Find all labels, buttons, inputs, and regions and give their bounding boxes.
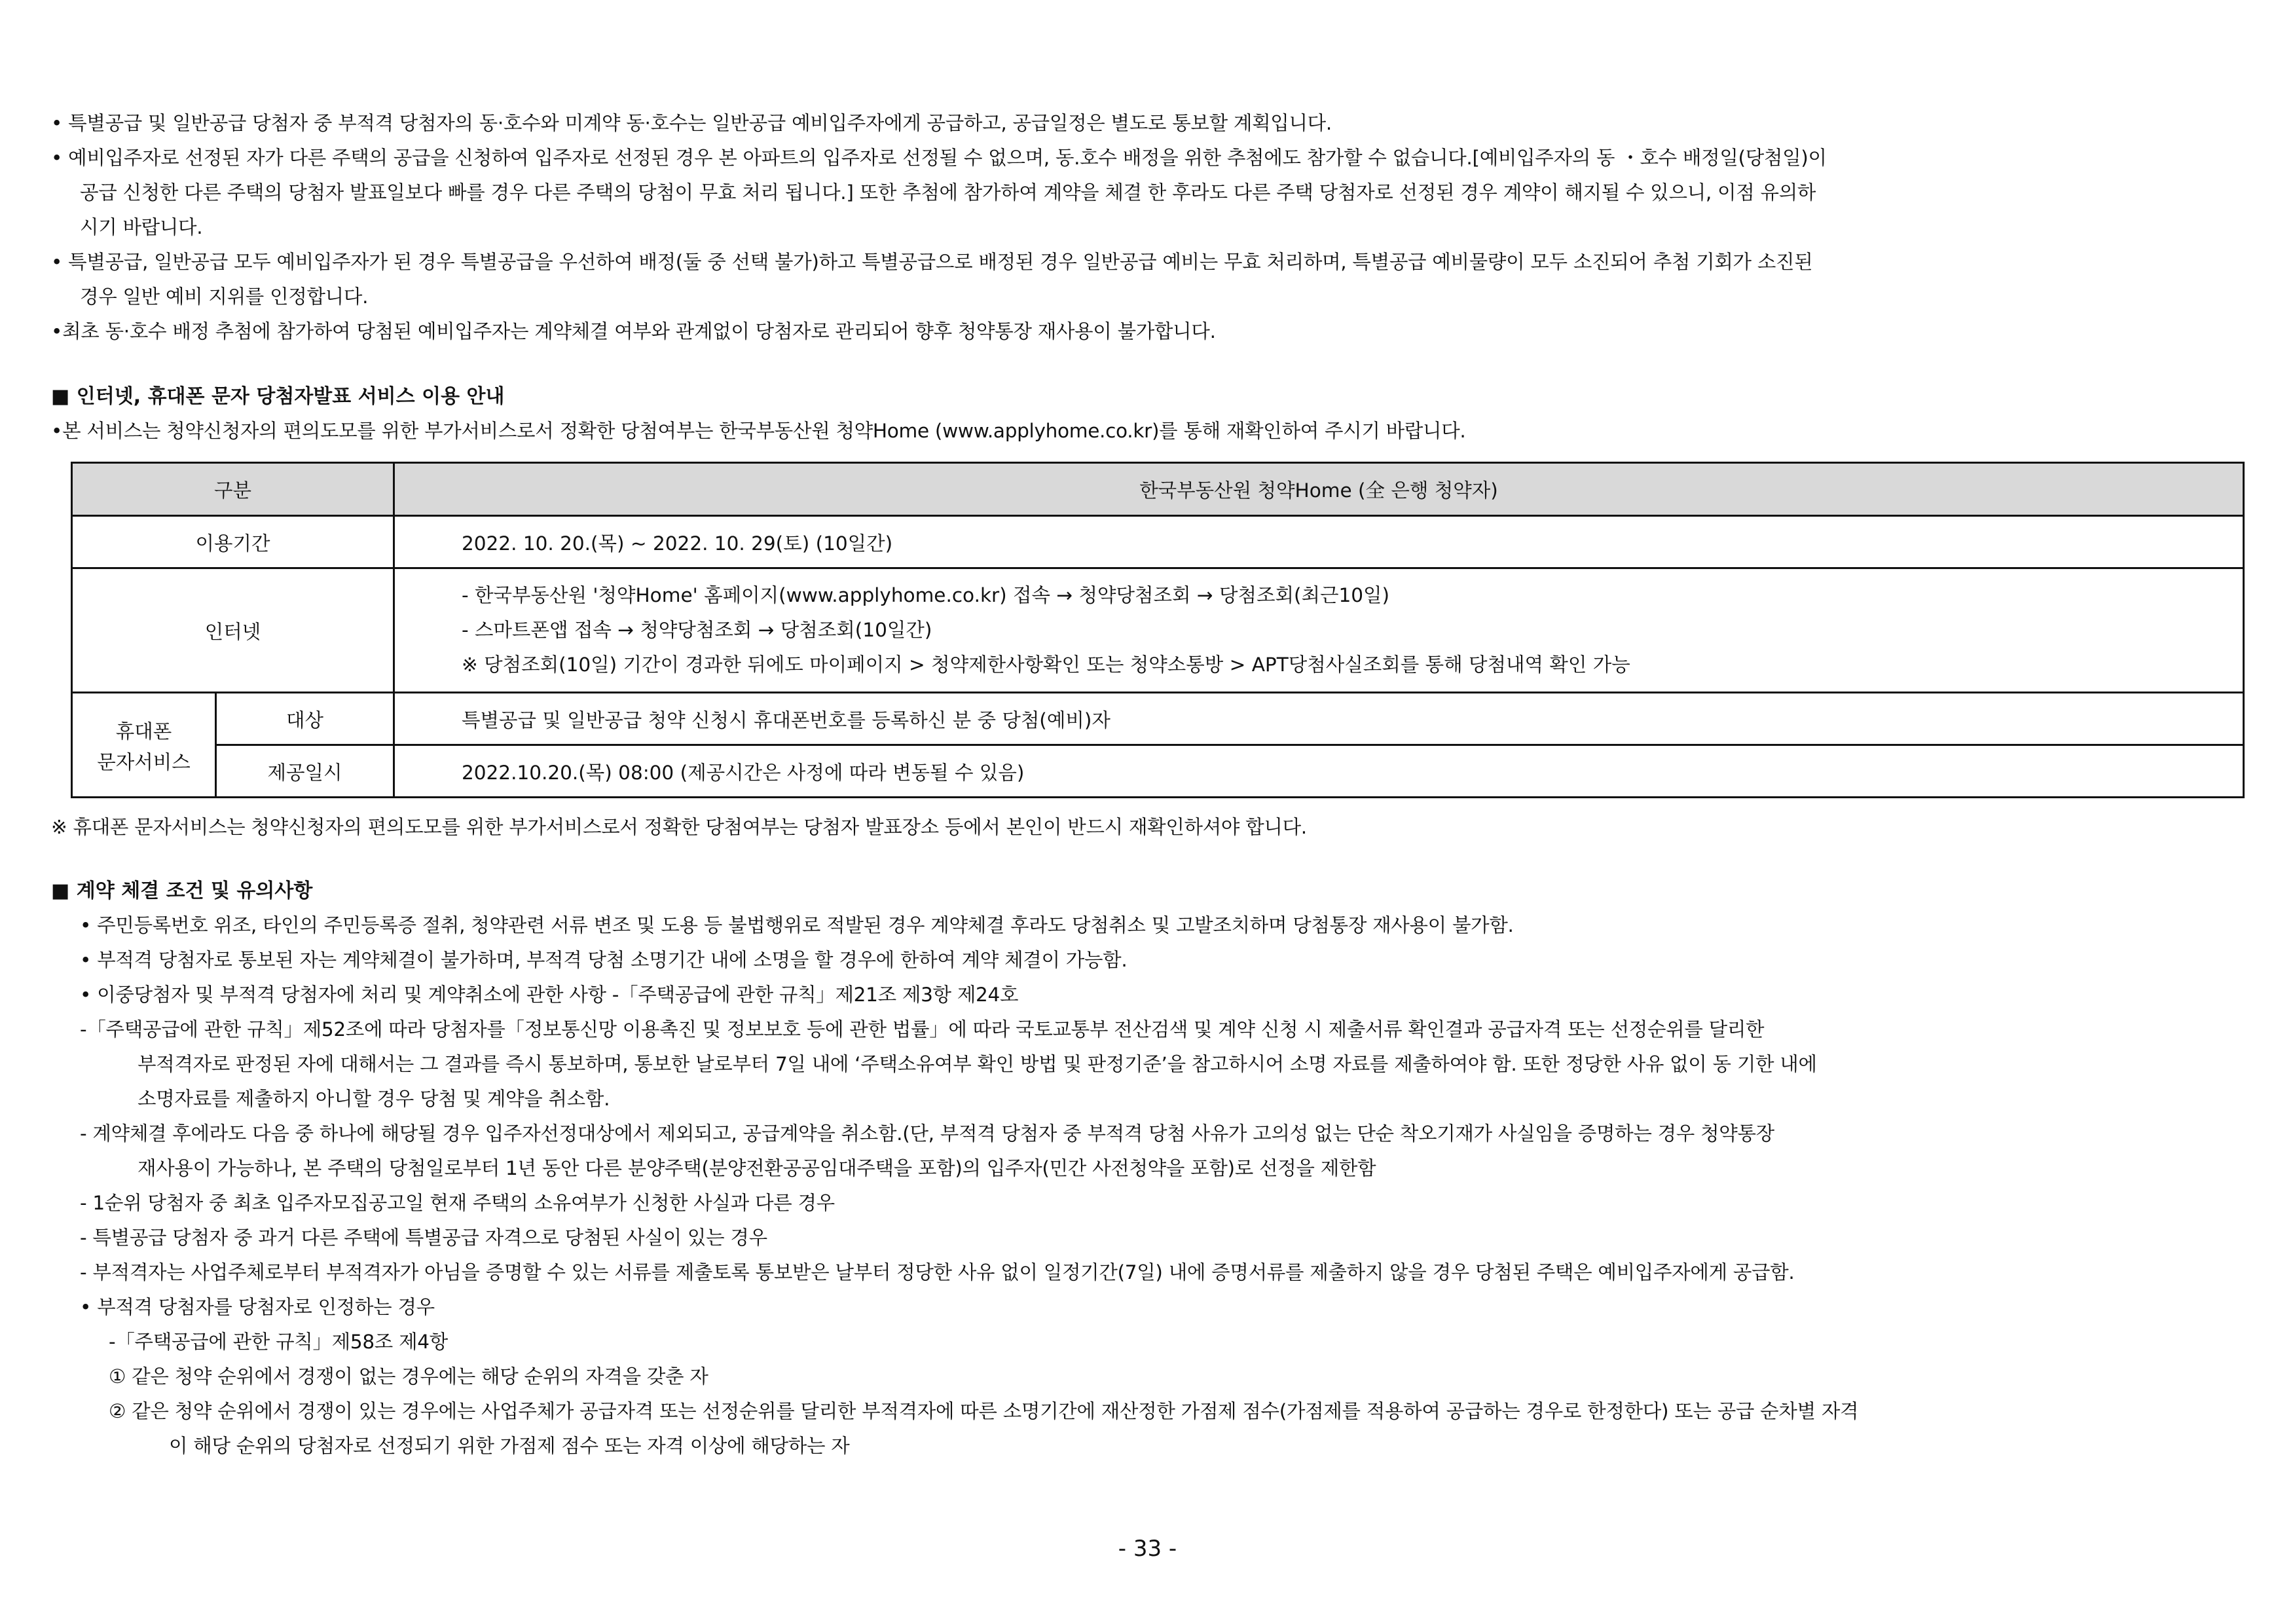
bullet-text: • 특별공급, 일반공급 모두 예비입주자가 된 경우 특별공급을 우선하여 배정(둘 중 선택 불가)하고 특별공급으로 배정된 경우 일반공급 예비는 무효 처리하며, 특별공급 예비물량이 모두 소진되어 추첨 기회가 소진된 bbox=[51, 251, 1813, 273]
date-value: 2022.10.20.(목) 08:00 (제공시간은 사정에 따라 변동될 수 있음) bbox=[394, 745, 2244, 798]
bullet-text: 공급 신청한 다른 주택의 당첨자 발표일보다 빠를 경우 다른 주택의 당첨이 무효 처리 됩니다.] 또한 추첨에 참가하여 계약을 체결 한 후라도 다른 주택 당첨자로 선정된 경우 계약이 해지될 수 있으니, 이점 유의하 bbox=[80, 181, 1816, 204]
condition-line: -「주택공급에 관한 규칙」제58조 제4항 bbox=[109, 1331, 448, 1353]
bullet-text: • 예비입주자로 선정된 자가 다른 주택의 공급을 신청하여 입주자로 선정된 경우 본 아파트의 입주자로 선정될 수 없으며, 동.호수 배정을 위한 추첨에도 참가할 수 없습니다.[예비입주자의 동 ・호수 배정일(당첨일)이 bbox=[51, 147, 1827, 169]
internet-line: - 한국부동산원 '청약Home' 홈페이지(www.applyhome.co.kr) 접속 → 청약당첨조회 → 당첨조회(최근10일) bbox=[462, 584, 1390, 606]
period-label: 이용기간 bbox=[72, 516, 394, 568]
bullet-text: 시기 바랍니다. bbox=[80, 216, 203, 238]
bullet-text: 경우 일반 예비 지위를 인정합니다. bbox=[80, 286, 369, 308]
page-number: - 33 - bbox=[1118, 1536, 1177, 1562]
condition-line: • 부적격 당첨자로 통보된 자는 계약체결이 불가하며, 부적격 당첨 소명기간 내에 소명을 할 경우에 한하여 계약 체결이 가능함. bbox=[80, 949, 1128, 971]
internet-line: - 스마트폰앱 접속 → 청약당첨조회 → 당첨조회(10일간) bbox=[462, 619, 932, 641]
bullet-text: •최초 동·호수 배정 추첨에 참가하여 당첨된 예비입주자는 계약체결 여부와 관계없이 당첨자로 관리되어 향후 청약통장 재사용이 불가합니다. bbox=[51, 320, 1216, 342]
document-page bbox=[51, 106, 2251, 1464]
date-label: 제공일시 bbox=[216, 745, 394, 798]
sms-label-line: 휴대폰 bbox=[115, 720, 172, 743]
bullet-text: • 특별공급 및 일반공급 당첨자 중 부적격 당첨자의 동·호수와 미계약 동·호수는 일반공급 예비입주자에게 공급하고, 공급일정은 별도로 통보할 계획입니다. bbox=[51, 112, 1332, 134]
table-header-category: 구분 bbox=[72, 463, 394, 516]
condition-line: 이 해당 순위의 당첨자로 선정되기 위한 가점제 점수 또는 자격 이상에 해당하는 자 bbox=[169, 1435, 850, 1457]
condition-line: - 특별공급 당첨자 중 과거 다른 주택에 특별공급 자격으로 당첨된 사실이 있는 경우 bbox=[80, 1227, 767, 1249]
service-table bbox=[71, 462, 2245, 798]
condition-line: - 계약체결 후에라도 다음 중 하나에 해당될 경우 입주자선정대상에서 제외되고, 공급계약을 취소함.(단, 부적격 당첨자 중 부적격 당첨 사유가 고의성 없는 단순 착오기재가 사실임을 증명하는 경우 청약통장 bbox=[80, 1122, 1774, 1145]
table-header-applyhome: 한국부동산원 청약Home (全 은행 청약자) bbox=[394, 463, 2244, 516]
sms-note: ※ 휴대폰 문자서비스는 청약신청자의 편의도모를 위한 부가서비스로서 정확한 당첨여부는 당첨자 발표장소 등에서 본인이 반드시 재확인하셔야 합니다. bbox=[51, 816, 1307, 838]
section-intro: •본 서비스는 청약신청자의 편의도모를 위한 부가서비스로서 정확한 당첨여부는 한국부동산원 청약Home (www.applyhome.co.kr)를 통해 재확인하여 주시기 바랍니다. bbox=[51, 420, 1466, 442]
condition-line: - 1순위 당첨자 중 최초 입주자모집공고일 현재 주택의 소유여부가 신청한 사실과 다른 경우 bbox=[80, 1192, 835, 1214]
internet-label: 인터넷 bbox=[72, 568, 394, 693]
internet-value bbox=[394, 568, 2244, 693]
target-label: 대상 bbox=[216, 693, 394, 745]
section-heading: ■ 계약 체결 조건 및 유의사항 bbox=[51, 879, 313, 902]
period-value: 2022. 10. 20.(목) ~ 2022. 10. 29(토) (10일간) bbox=[394, 516, 2244, 568]
condition-line: • 주민등록번호 위조, 타인의 주민등록증 절취, 청약관련 서류 변조 및 도용 등 불법행위로 적발된 경우 계약체결 후라도 당첨취소 및 고발조치하며 당첨통장 재사용이 불가함. bbox=[80, 914, 1514, 936]
sms-label-line: 문자서비스 bbox=[97, 751, 191, 773]
condition-line: -「주택공급에 관한 규칙」제52조에 따라 당첨자를「정보통신망 이용촉진 및 정보보호 등에 관한 법률」에 따라 국토교통부 전산검색 및 계약 신청 시 제출서류 확인결과 공급자격 또는 선정순위를 달리한 bbox=[80, 1018, 1765, 1041]
condition-line: • 이중당첨자 및 부적격 당첨자에 처리 및 계약취소에 관한 사항 -「주택공급에 관한 규칙」제21조 제3항 제24호 bbox=[80, 984, 1019, 1006]
condition-line: • 부적격 당첨자를 당첨자로 인정하는 경우 bbox=[80, 1296, 435, 1318]
section-heading: ■ 인터넷, 휴대폰 문자 당첨자발표 서비스 이용 안내 bbox=[51, 385, 505, 408]
condition-line: 재사용이 가능하나, 본 주택의 당첨일로부터 1년 동안 다른 분양주택(분양전환공공임대주택을 포함)의 입주자(민간 사전청약을 포함)로 선정을 제한함 bbox=[138, 1157, 1376, 1179]
condition-line: 부적격자로 판정된 자에 대해서는 그 결과를 즉시 통보하며, 통보한 날로부터 7일 내에 ‘주택소유여부 확인 방법 및 판정기준’을 참고하시어 소명 자료를 제출하여야 함. 또한 정당한 사유 없이 동 기한 내에 bbox=[138, 1053, 1817, 1075]
condition-line: ② 같은 청약 순위에서 경쟁이 있는 경우에는 사업주체가 공급자격 또는 선정순위를 달리한 부적격자에 따른 소명기간에 재산정한 가점제 점수(가점제를 적용하여 공급하는 경우로 한정한다) 또는 공급 순차별 자격 bbox=[109, 1400, 1859, 1422]
condition-line: - 부적격자는 사업주체로부터 부적격자가 아님을 증명할 수 있는 서류를 제출토록 통보받은 날부터 정당한 사유 없이 일정기간(7일) 내에 증명서류를 제출하지 않을 경우 당첨된 주택은 예비입주자에게 공급함. bbox=[80, 1261, 1795, 1283]
condition-line: 소명자료를 제출하지 아니할 경우 당첨 및 계약을 취소함. bbox=[138, 1088, 610, 1110]
condition-line: ① 같은 청약 순위에서 경쟁이 없는 경우에는 해당 순위의 자격을 갖춘 자 bbox=[109, 1365, 708, 1388]
sms-service-label bbox=[72, 693, 216, 798]
target-value: 특별공급 및 일반공급 청약 신청시 휴대폰번호를 등록하신 분 중 당첨(예비)자 bbox=[394, 693, 2244, 745]
internet-line: ※ 당첨조회(10일) 기간이 경과한 뒤에도 마이페이지 > 청약제한사항확인 또는 청약소통방 > APT당첨사실조회를 통해 당첨내역 확인 가능 bbox=[462, 654, 1630, 676]
